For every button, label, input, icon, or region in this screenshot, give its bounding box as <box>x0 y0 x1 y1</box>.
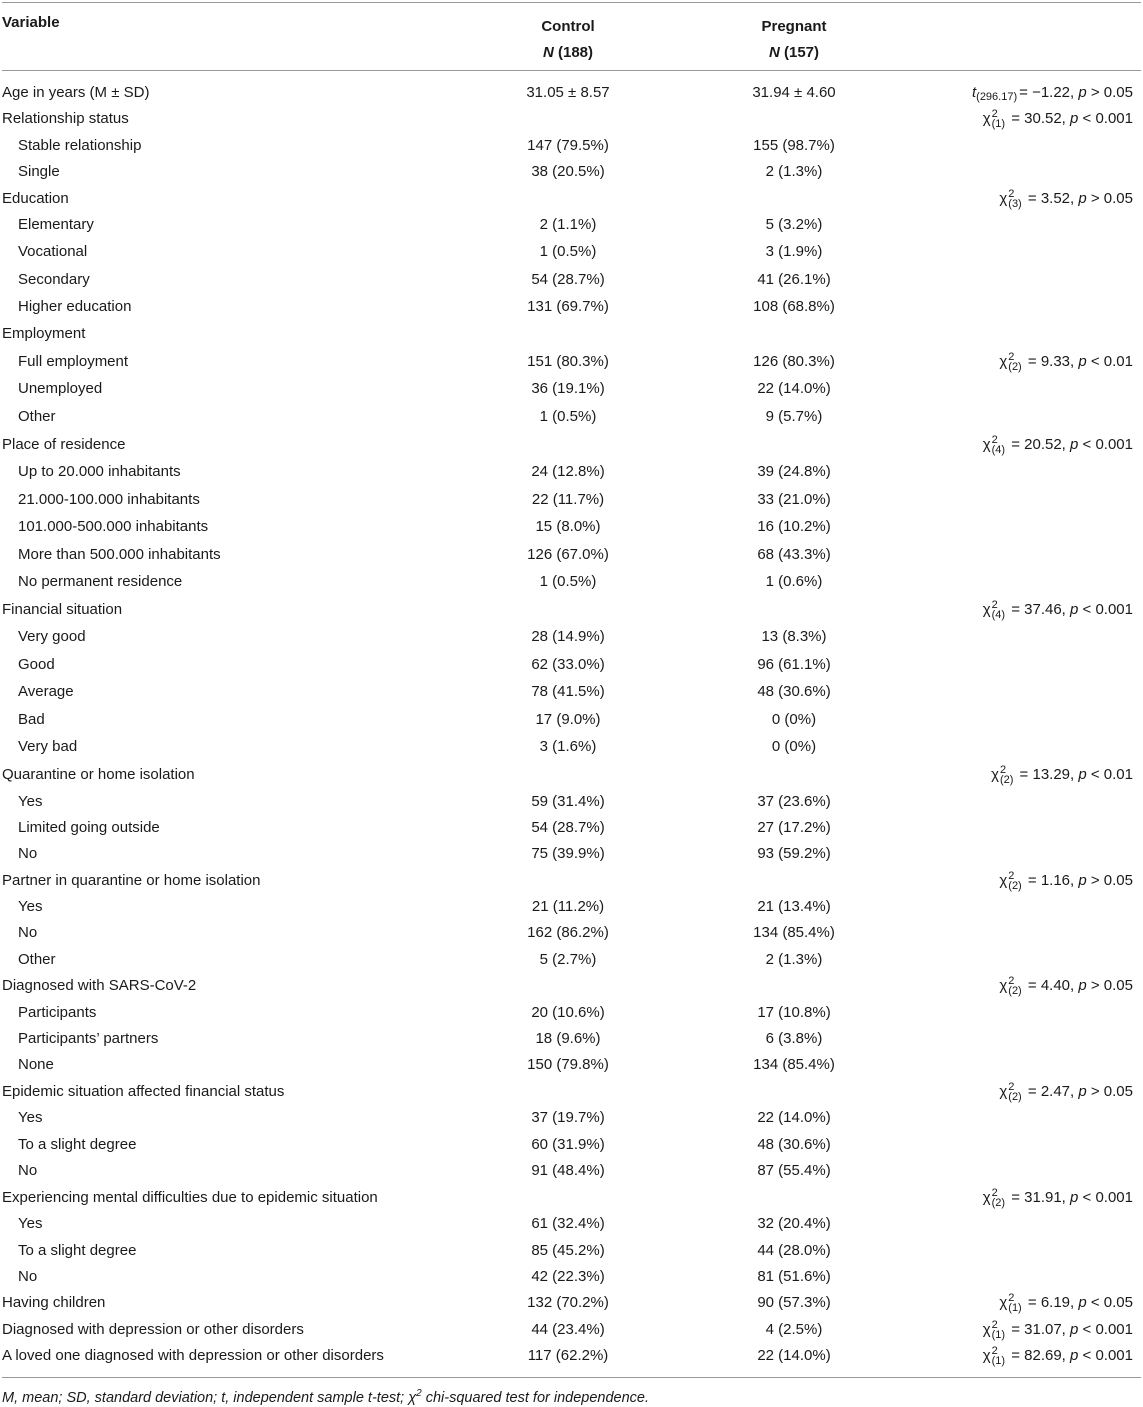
row-label: Place of residence <box>2 436 126 453</box>
table-row <box>2 1159 1141 1183</box>
test-statistic: χ 2 (2) = 2.47, p > 0.05 <box>999 1081 1133 1104</box>
row-sublabel: Up to 20.000 inhabitants <box>18 463 181 480</box>
pregnant-value: 93 (59.2%) <box>757 845 831 862</box>
pregnant-value: 2 (1.3%) <box>765 163 823 180</box>
table-row <box>2 433 1141 457</box>
row-sublabel: Average <box>18 683 74 700</box>
table-row <box>2 488 1141 512</box>
row-sublabel: To a slight degree <box>18 1242 137 1259</box>
row-sublabel: Yes <box>18 1109 43 1126</box>
test-statistic: χ 2 (2) = 31.91, p < 0.001 <box>982 1187 1133 1210</box>
control-value: 126 (67.0%) <box>527 546 609 563</box>
control-value: 3 (1.6%) <box>539 738 597 755</box>
row-sublabel: Other <box>18 951 56 968</box>
table-row <box>2 790 1141 814</box>
pregnant-value: 13 (8.3%) <box>761 628 827 645</box>
pregnant-value: 4 (2.5%) <box>765 1321 823 1338</box>
test-statistic: χ 2 (2) = 4.40, p > 0.05 <box>999 975 1133 998</box>
table-row <box>2 1080 1141 1104</box>
header-pregnant-label: Pregnant <box>761 18 827 35</box>
test-statistic: χ 2 (2) = 1.16, p > 0.05 <box>999 870 1133 893</box>
control-value: 24 (12.8%) <box>531 463 605 480</box>
table-row <box>2 160 1141 184</box>
table-row <box>2 653 1141 677</box>
control-value: 17 (9.0%) <box>535 711 601 728</box>
header-pregnant <box>694 14 894 66</box>
row-label: Relationship status <box>2 110 129 127</box>
row-label: Experiencing mental difficulties due to epidemic situation <box>2 1189 378 1206</box>
control-value: 36 (19.1%) <box>531 380 605 397</box>
table-row <box>2 1186 1141 1210</box>
control-value: 150 (79.8%) <box>527 1056 609 1073</box>
table-row <box>2 895 1141 919</box>
pregnant-value: 33 (21.0%) <box>757 491 831 508</box>
control-value: 42 (22.3%) <box>531 1268 605 1285</box>
pregnant-value: 3 (1.9%) <box>765 243 823 260</box>
table-row <box>2 708 1141 732</box>
row-label: Having children <box>2 1294 106 1311</box>
row-sublabel: Other <box>18 408 56 425</box>
row-sublabel: Participants <box>18 1004 97 1021</box>
control-value: 62 (33.0%) <box>531 656 605 673</box>
pregnant-value: 134 (85.4%) <box>753 924 835 941</box>
control-value: 59 (31.4%) <box>531 793 605 810</box>
control-value: 20 (10.6%) <box>531 1004 605 1021</box>
table-row <box>2 948 1141 972</box>
table-row <box>2 1212 1141 1236</box>
table-row <box>2 735 1141 759</box>
table-row <box>2 1106 1141 1130</box>
control-value: 38 (20.5%) <box>531 163 605 180</box>
pregnant-value: 155 (98.7%) <box>753 137 835 154</box>
control-value: 75 (39.9%) <box>531 845 605 862</box>
pregnant-value: 108 (68.8%) <box>753 298 835 315</box>
table-row <box>2 213 1141 237</box>
table-row <box>2 81 1141 105</box>
control-value: 22 (11.7%) <box>531 491 605 508</box>
pregnant-value: 1 (0.6%) <box>765 573 823 590</box>
control-value: 162 (86.2%) <box>527 924 609 941</box>
pregnant-value: 126 (80.3%) <box>753 353 835 370</box>
row-sublabel: Yes <box>18 793 43 810</box>
row-sublabel: No <box>18 924 38 941</box>
header-rule <box>2 70 1141 71</box>
table-row <box>2 134 1141 158</box>
row-sublabel: To a slight degree <box>18 1136 137 1153</box>
pregnant-value: 22 (14.0%) <box>757 380 831 397</box>
control-value: 54 (28.7%) <box>531 271 605 288</box>
pregnant-value: 37 (23.6%) <box>757 793 831 810</box>
row-label: Partner in quarantine or home isolation <box>2 872 261 889</box>
table-row <box>2 763 1141 787</box>
control-value: 5 (2.7%) <box>539 951 597 968</box>
test-statistic: χ 2 (4) = 20.52, p < 0.001 <box>982 434 1133 457</box>
row-sublabel: Vocational <box>18 243 88 260</box>
test-statistic: χ 2 (3) = 3.52, p > 0.05 <box>999 188 1133 211</box>
table-bottom-rule <box>2 1377 1141 1378</box>
row-sublabel: Stable relationship <box>18 137 142 154</box>
table-row <box>2 842 1141 866</box>
row-sublabel: Limited going outside <box>18 819 160 836</box>
table-row <box>2 625 1141 649</box>
header-control <box>468 14 668 66</box>
row-label: Quarantine or home isolation <box>2 766 195 783</box>
control-value: 78 (41.5%) <box>531 683 605 700</box>
pregnant-value: 21 (13.4%) <box>757 898 831 915</box>
row-sublabel: 21.000-100.000 inhabitants <box>18 491 200 508</box>
row-label: Diagnosed with SARS-CoV-2 <box>2 977 197 994</box>
row-sublabel: No permanent residence <box>18 573 183 590</box>
pregnant-value: 44 (28.0%) <box>757 1242 831 1259</box>
row-sublabel: Unemployed <box>18 380 103 397</box>
table-row <box>2 816 1141 840</box>
row-label: Employment <box>2 325 86 342</box>
table-row <box>2 240 1141 264</box>
control-value: 28 (14.9%) <box>531 628 605 645</box>
table-row <box>2 377 1141 401</box>
table-row <box>2 1133 1141 1157</box>
table-row <box>2 107 1141 131</box>
control-value: 31.05 ± 8.57 <box>526 84 610 101</box>
test-statistic: $t_{(296.17)} = -1.22$, p > 0.05 <box>971 84 1133 103</box>
row-sublabel: No <box>18 845 38 862</box>
row-sublabel: 101.000-500.000 inhabitants <box>18 518 209 535</box>
header-control-n: N (188) <box>542 44 594 61</box>
table-row <box>2 598 1141 622</box>
table-row <box>2 295 1141 319</box>
test-statistic: χ 2 (1) = 82.69, p < 0.001 <box>982 1345 1133 1368</box>
row-sublabel: No <box>18 1162 38 1179</box>
control-value: 132 (70.2%) <box>527 1294 609 1311</box>
control-value: 131 (69.7%) <box>527 298 609 315</box>
row-sublabel: Participants’ partners <box>18 1030 159 1047</box>
pregnant-value: 68 (43.3%) <box>757 546 831 563</box>
table-row <box>2 187 1141 211</box>
test-statistic: χ 2 (4) = 37.46, p < 0.001 <box>982 599 1133 622</box>
pregnant-value: 31.94 ± 4.60 <box>752 84 836 101</box>
pregnant-value: 96 (61.1%) <box>757 656 831 673</box>
control-value: 2 (1.1%) <box>539 216 597 233</box>
pregnant-value: 6 (3.8%) <box>765 1030 823 1047</box>
pregnant-value: 0 (0%) <box>771 711 817 728</box>
table-row <box>2 350 1141 374</box>
row-sublabel: More than 500.000 inhabitants <box>18 546 221 563</box>
table-row <box>2 974 1141 998</box>
control-value: 61 (32.4%) <box>531 1215 605 1232</box>
row-label: Education <box>2 190 69 207</box>
test-statistic: χ 2 (1) = 31.07, p < 0.001 <box>982 1319 1133 1342</box>
control-value: 60 (31.9%) <box>531 1136 605 1153</box>
row-label: Epidemic situation affected financial status <box>2 1083 285 1100</box>
pregnant-value: 9 (5.7%) <box>765 408 823 425</box>
pregnant-value: 134 (85.4%) <box>753 1056 835 1073</box>
table-row <box>2 515 1141 539</box>
control-value: 37 (19.7%) <box>531 1109 605 1126</box>
table-row <box>2 1344 1141 1368</box>
table-row <box>2 405 1141 429</box>
table-row <box>2 921 1141 945</box>
header-variable: Variable <box>2 14 60 31</box>
row-sublabel: Good <box>18 656 55 673</box>
pregnant-value: 41 (26.1%) <box>757 271 831 288</box>
row-sublabel: Elementary <box>18 216 94 233</box>
control-value: 147 (79.5%) <box>527 137 609 154</box>
control-value: 18 (9.6%) <box>535 1030 601 1047</box>
pregnant-value: 39 (24.8%) <box>757 463 831 480</box>
table-row <box>2 570 1141 594</box>
pregnant-value: 5 (3.2%) <box>765 216 823 233</box>
table-row <box>2 1001 1141 1025</box>
row-sublabel: Yes <box>18 1215 43 1232</box>
demographics-table <box>2 0 1141 68</box>
table-row <box>2 1239 1141 1263</box>
table-header <box>2 0 1141 68</box>
row-label: Financial situation <box>2 601 123 618</box>
row-sublabel: Single <box>18 163 60 180</box>
table-row <box>2 268 1141 292</box>
control-value: 15 (8.0%) <box>535 518 601 535</box>
pregnant-value: 16 (10.2%) <box>757 518 831 535</box>
control-value: 85 (45.2%) <box>531 1242 605 1259</box>
row-sublabel: Yes <box>18 898 43 915</box>
pregnant-value: 90 (57.3%) <box>757 1294 831 1311</box>
pregnant-value: 81 (51.6%) <box>757 1268 831 1285</box>
test-statistic: χ 2 (2) = 13.29, p < 0.01 <box>991 764 1133 787</box>
pregnant-value: 17 (10.8%) <box>757 1004 831 1021</box>
pregnant-value: 27 (17.2%) <box>757 819 831 836</box>
table-row <box>2 543 1141 567</box>
control-value: 21 (11.2%) <box>531 898 605 915</box>
row-sublabel: Full employment <box>18 353 129 370</box>
pregnant-value: 32 (20.4%) <box>757 1215 831 1232</box>
table-row <box>2 460 1141 484</box>
row-sublabel: Bad <box>18 711 45 728</box>
table-row <box>2 1291 1141 1315</box>
row-sublabel: None <box>18 1056 54 1073</box>
table-row <box>2 322 1141 346</box>
row-sublabel: Very bad <box>18 738 78 755</box>
table-row <box>2 1053 1141 1077</box>
table-row <box>2 680 1141 704</box>
test-statistic: χ 2 (1) = 30.52, p < 0.001 <box>982 108 1133 131</box>
pregnant-value: 2 (1.3%) <box>765 951 823 968</box>
test-statistic: χ 2 (2) = 9.33, p < 0.01 <box>999 351 1133 374</box>
pregnant-value: 22 (14.0%) <box>757 1109 831 1126</box>
row-label: A loved one diagnosed with depression or other disorders <box>2 1347 384 1364</box>
pregnant-value: 22 (14.0%) <box>757 1347 831 1364</box>
control-value: 151 (80.3%) <box>527 353 609 370</box>
pregnant-value: 87 (55.4%) <box>757 1162 831 1179</box>
row-sublabel: Secondary <box>18 271 90 288</box>
table-row <box>2 1265 1141 1289</box>
control-value: 1 (0.5%) <box>539 573 597 590</box>
table-footnote: M, mean; SD, standard deviation; t, independent sample t-test; $\chi^2$ chi-squared test for independence. <box>2 1388 650 1406</box>
pregnant-value: 0 (0%) <box>771 738 817 755</box>
row-label: Age in years (M ± SD) <box>2 84 150 101</box>
header-pregnant-n: N (157) <box>768 44 820 61</box>
control-value: 44 (23.4%) <box>531 1321 605 1338</box>
table-row <box>2 1027 1141 1051</box>
table-row <box>2 869 1141 893</box>
header-control-label: Control <box>541 18 595 35</box>
row-sublabel: No <box>18 1268 38 1285</box>
pregnant-value: 48 (30.6%) <box>757 1136 831 1153</box>
row-sublabel: Very good <box>18 628 86 645</box>
test-statistic: χ 2 (1) = 6.19, p < 0.05 <box>999 1292 1133 1315</box>
pregnant-value: 48 (30.6%) <box>757 683 831 700</box>
control-value: 1 (0.5%) <box>539 408 597 425</box>
control-value: 91 (48.4%) <box>531 1162 605 1179</box>
table-row <box>2 1318 1141 1342</box>
row-label: Diagnosed with depression or other disorders <box>2 1321 304 1338</box>
control-value: 117 (62.2%) <box>527 1347 609 1364</box>
control-value: 1 (0.5%) <box>539 243 597 260</box>
control-value: 54 (28.7%) <box>531 819 605 836</box>
row-sublabel: Higher education <box>18 298 132 315</box>
